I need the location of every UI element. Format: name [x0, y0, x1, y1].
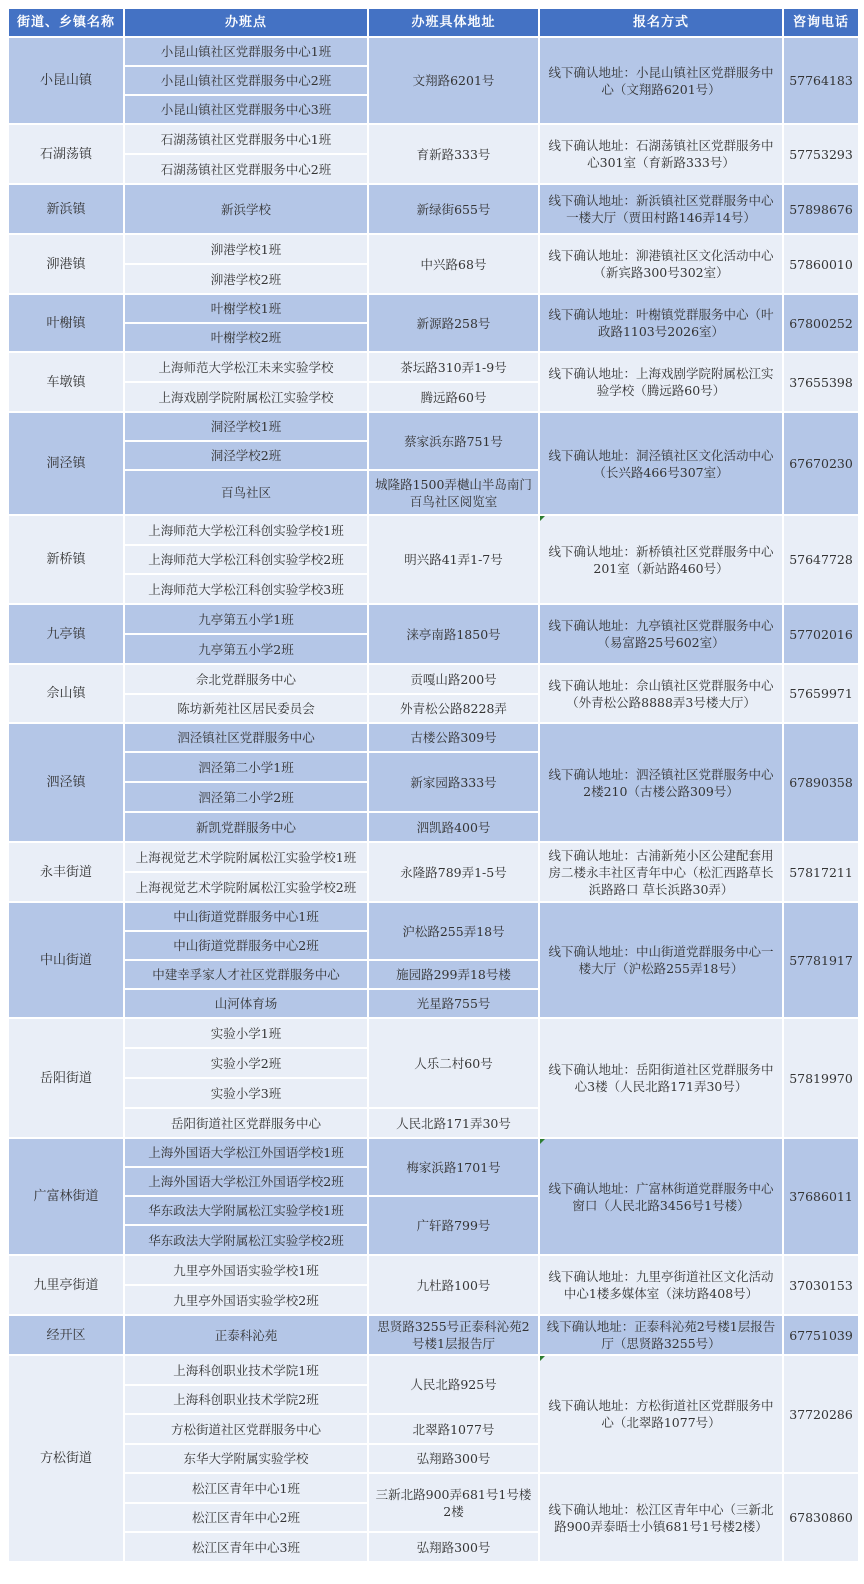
registration-method-cell: 线下确认地址：泗泾镇社区党群服务中心2楼210（古楼公路309号） — [539, 723, 783, 842]
registration-method-cell: 线下确认地址：叶榭镇党群服务中心（叶政路1103号2026室） — [539, 294, 783, 352]
phone-cell: 57647728 — [783, 515, 859, 604]
site-cell: 泖港学校1班 — [124, 234, 368, 264]
site-cell: 佘北党群服务中心 — [124, 664, 368, 694]
address-cell: 弘翔路300号 — [368, 1444, 539, 1473]
table-row — [8, 1018, 859, 1048]
address-cell: 泗凯路400号 — [368, 812, 539, 842]
site-cell: 中建幸孚家人才社区党群服务中心 — [124, 960, 368, 989]
phone-cell: 57819970 — [783, 1018, 859, 1138]
address-cell: 梅家浜路1701号 — [368, 1138, 539, 1196]
site-cell: 陈坊新苑社区居民委员会 — [124, 694, 368, 723]
address-cell: 沪松路255弄18号 — [368, 902, 539, 960]
town-cell: 小昆山镇 — [8, 37, 124, 124]
site-cell: 上海视觉艺术学院附属松江实验学校1班 — [124, 842, 368, 872]
phone-cell: 67751039 — [783, 1315, 859, 1355]
table-body — [8, 37, 859, 1562]
site-cell: 上海师范大学松江科创实验学校3班 — [124, 574, 368, 604]
site-cell: 新浜学校 — [124, 184, 368, 234]
address-cell: 九杜路100号 — [368, 1255, 539, 1315]
phone-cell: 37655398 — [783, 352, 859, 412]
address-cell: 中兴路68号 — [368, 234, 539, 294]
phone-cell: 57817211 — [783, 842, 859, 902]
site-cell: 上海师范大学松江未来实验学校 — [124, 352, 368, 382]
site-cell: 百鸟社区 — [124, 470, 368, 515]
site-cell: 泖港学校2班 — [124, 264, 368, 294]
site-cell: 岳阳街道社区党群服务中心 — [124, 1108, 368, 1138]
town-cell: 洞泾镇 — [8, 412, 124, 515]
address-cell: 三新北路900弄681号1号楼2楼 — [368, 1473, 539, 1532]
site-cell: 洞泾学校2班 — [124, 441, 368, 470]
town-cell: 泗泾镇 — [8, 723, 124, 842]
town-cell: 泖港镇 — [8, 234, 124, 294]
registration-method-cell: 线下确认地址：岳阳街道社区党群服务中心3楼（人民北路171弄30号） — [539, 1018, 783, 1138]
phone-cell: 57659971 — [783, 664, 859, 723]
site-cell: 泗泾镇社区党群服务中心 — [124, 723, 368, 752]
registration-method-cell: 线下确认地址：方松街道社区党群服务中心（北翠路1077号） — [539, 1355, 783, 1473]
table-row — [8, 1138, 859, 1167]
address-cell: 贡嘎山路200号 — [368, 664, 539, 694]
site-cell: 叶榭学校2班 — [124, 323, 368, 352]
table-row — [8, 902, 859, 931]
address-cell: 新家园路333号 — [368, 752, 539, 812]
phone-cell: 67800252 — [783, 294, 859, 352]
site-cell: 东华大学附属实验学校 — [124, 1444, 368, 1473]
site-cell: 泗泾第二小学1班 — [124, 752, 368, 782]
site-cell: 方松街道社区党群服务中心 — [124, 1414, 368, 1444]
town-cell: 九里亭街道 — [8, 1255, 124, 1315]
address-cell: 永隆路789弄1-5号 — [368, 842, 539, 902]
site-cell: 实验小学3班 — [124, 1078, 368, 1108]
site-cell: 中山街道党群服务中心2班 — [124, 931, 368, 960]
site-cell: 上海师范大学松江科创实验学校1班 — [124, 515, 368, 545]
site-cell: 小昆山镇社区党群服务中心3班 — [124, 95, 368, 124]
site-cell: 新凯党群服务中心 — [124, 812, 368, 842]
address-cell: 新源路258号 — [368, 294, 539, 352]
site-cell: 泗泾第二小学2班 — [124, 782, 368, 812]
town-cell: 中山街道 — [8, 902, 124, 1018]
phone-cell: 37030153 — [783, 1255, 859, 1315]
registration-method-cell: 线下确认地址：松江区青年中心（三新北路900弄泰晤士小镇681号1号楼2楼） — [539, 1473, 783, 1562]
registration-method-cell: 线下确认地址：正泰科沁苑2号楼1层报告厅（思贤路3255号） — [539, 1315, 783, 1355]
phone-cell: 57702016 — [783, 604, 859, 664]
site-cell: 实验小学2班 — [124, 1048, 368, 1078]
address-cell: 腾远路60号 — [368, 382, 539, 412]
site-cell: 上海科创职业技术学院2班 — [124, 1385, 368, 1414]
address-cell: 明兴路41弄1-7号 — [368, 515, 539, 604]
registration-method-cell: 线下确认地址：洞泾镇社区文化活动中心（长兴路466号307室） — [539, 412, 783, 515]
registration-method-cell: 线下确认地址：泖港镇社区文化活动中心（新宾路300号302室） — [539, 234, 783, 294]
site-cell: 石湖荡镇社区党群服务中心2班 — [124, 154, 368, 184]
registration-method-cell: 线下确认地址：九亭镇社区党群服务中心（易富路25号602室） — [539, 604, 783, 664]
town-cell: 新浜镇 — [8, 184, 124, 234]
table-row — [8, 1255, 859, 1285]
site-cell: 上海外国语大学松江外国语学校1班 — [124, 1138, 368, 1167]
table-row — [8, 604, 859, 634]
phone-cell: 57860010 — [783, 234, 859, 294]
phone-cell: 57753293 — [783, 124, 859, 184]
registration-table-container — [7, 7, 858, 1563]
header-phone: 咨询电话 — [783, 8, 859, 37]
table-row — [8, 842, 859, 872]
address-cell: 人民北路925号 — [368, 1355, 539, 1414]
table-row — [8, 1315, 859, 1355]
phone-cell: 67670230 — [783, 412, 859, 515]
site-cell: 松江区青年中心3班 — [124, 1532, 368, 1562]
site-cell: 中山街道党群服务中心1班 — [124, 902, 368, 931]
table-row — [8, 664, 859, 694]
registration-method-cell: 线下确认地址：新桥镇社区党群服务中心201室（新站路460号） — [539, 515, 783, 604]
town-cell: 石湖荡镇 — [8, 124, 124, 184]
phone-cell: 57764183 — [783, 37, 859, 124]
town-cell: 叶榭镇 — [8, 294, 124, 352]
site-cell: 洞泾学校1班 — [124, 412, 368, 441]
site-cell: 上海师范大学松江科创实验学校2班 — [124, 545, 368, 574]
site-cell: 华东政法大学附属松江实验学校1班 — [124, 1196, 368, 1225]
header-site: 办班点 — [124, 8, 368, 37]
site-cell: 九里亭外国语实验学校2班 — [124, 1285, 368, 1315]
registration-method-cell: 线下确认地址：广富林街道党群服务中心窗口（人民北路3456号1号楼） — [539, 1138, 783, 1255]
table-row — [8, 1355, 859, 1385]
table-row — [8, 352, 859, 382]
address-cell: 广轩路799号 — [368, 1196, 539, 1255]
site-cell: 实验小学1班 — [124, 1018, 368, 1048]
town-cell: 岳阳街道 — [8, 1018, 124, 1138]
header-town: 街道、乡镇名称 — [8, 8, 124, 37]
table-row — [8, 184, 859, 234]
phone-cell: 37686011 — [783, 1138, 859, 1255]
address-cell: 城隆路1500弄樾山半岛南门百鸟社区阅览室 — [368, 470, 539, 515]
site-cell: 上海戏剧学院附属松江实验学校 — [124, 382, 368, 412]
table-header-row — [8, 8, 859, 37]
town-cell: 新桥镇 — [8, 515, 124, 604]
town-cell: 方松街道 — [8, 1355, 124, 1562]
phone-cell: 57898676 — [783, 184, 859, 234]
site-cell: 上海外国语大学松江外国语学校2班 — [124, 1167, 368, 1196]
table-row — [8, 234, 859, 264]
registration-method-cell: 线下确认地址：新浜镇社区党群服务中心一楼大厅（贾田村路146弄14号） — [539, 184, 783, 234]
phone-cell: 67890358 — [783, 723, 859, 842]
site-cell: 九亭第五小学1班 — [124, 604, 368, 634]
address-cell: 外青松公路8228弄 — [368, 694, 539, 723]
site-cell: 华东政法大学附属松江实验学校2班 — [124, 1225, 368, 1255]
address-cell: 新绿街655号 — [368, 184, 539, 234]
site-cell: 正泰科沁苑 — [124, 1315, 368, 1355]
site-cell: 山河体育场 — [124, 989, 368, 1018]
town-cell: 九亭镇 — [8, 604, 124, 664]
registration-method-cell: 线下确认地址：石湖荡镇社区党群服务中心301室（育新路333号） — [539, 124, 783, 184]
site-cell: 九里亭外国语实验学校1班 — [124, 1255, 368, 1285]
site-cell: 松江区青年中心2班 — [124, 1503, 368, 1532]
site-cell: 石湖荡镇社区党群服务中心1班 — [124, 124, 368, 154]
address-cell: 涞亭南路1850号 — [368, 604, 539, 664]
address-cell: 育新路333号 — [368, 124, 539, 184]
registration-method-cell: 线下确认地址：古浦新苑小区公建配套用房二楼永丰社区青年中心（松汇西路草长浜路路口 草长浜路30弄） — [539, 842, 783, 902]
town-cell: 佘山镇 — [8, 664, 124, 723]
address-cell: 思贤路3255号正泰科沁苑2号楼1层报告厅 — [368, 1315, 539, 1355]
town-cell: 车墩镇 — [8, 352, 124, 412]
town-cell: 永丰街道 — [8, 842, 124, 902]
header-address: 办班具体地址 — [368, 8, 539, 37]
table-row — [8, 412, 859, 441]
address-cell: 古楼公路309号 — [368, 723, 539, 752]
registration-method-cell: 线下确认地址：九里亭街道社区文化活动中心1楼多媒体室（涞坊路408号） — [539, 1255, 783, 1315]
site-cell: 叶榭学校1班 — [124, 294, 368, 323]
site-cell: 九亭第五小学2班 — [124, 634, 368, 664]
address-cell: 茶坛路310弄1-9号 — [368, 352, 539, 382]
address-cell: 光星路755号 — [368, 989, 539, 1018]
registration-table — [7, 7, 860, 1563]
address-cell: 文翔路6201号 — [368, 37, 539, 124]
address-cell: 施园路299弄18号楼 — [368, 960, 539, 989]
site-cell: 小昆山镇社区党群服务中心1班 — [124, 37, 368, 66]
registration-method-cell: 线下确认地址：佘山镇社区党群服务中心（外青松公路8888弄3号楼大厅） — [539, 664, 783, 723]
address-cell: 人乐二村60号 — [368, 1018, 539, 1108]
table-row — [8, 515, 859, 545]
site-cell: 上海视觉艺术学院附属松江实验学校2班 — [124, 872, 368, 902]
site-cell: 小昆山镇社区党群服务中心2班 — [124, 66, 368, 95]
address-cell: 弘翔路300号 — [368, 1532, 539, 1562]
registration-method-cell: 线下确认地址：中山街道党群服务中心一楼大厅（沪松路255弄18号） — [539, 902, 783, 1018]
table-row — [8, 37, 859, 66]
site-cell: 上海科创职业技术学院1班 — [124, 1355, 368, 1385]
table-row — [8, 723, 859, 752]
town-cell: 广富林街道 — [8, 1138, 124, 1255]
table-row — [8, 124, 859, 154]
table-row — [8, 294, 859, 323]
phone-cell: 57781917 — [783, 902, 859, 1018]
site-cell: 松江区青年中心1班 — [124, 1473, 368, 1503]
registration-method-cell: 线下确认地址：小昆山镇社区党群服务中心（文翔路6201号） — [539, 37, 783, 124]
phone-cell: 37720286 — [783, 1355, 859, 1473]
address-cell: 人民北路171弄30号 — [368, 1108, 539, 1138]
phone-cell: 67830860 — [783, 1473, 859, 1562]
town-cell: 经开区 — [8, 1315, 124, 1355]
registration-method-cell: 线下确认地址：上海戏剧学院附属松江实验学校（腾远路60号） — [539, 352, 783, 412]
address-cell: 北翠路1077号 — [368, 1414, 539, 1444]
table-row — [8, 1473, 859, 1503]
header-method: 报名方式 — [539, 8, 783, 37]
address-cell: 蔡家浜东路751号 — [368, 412, 539, 470]
